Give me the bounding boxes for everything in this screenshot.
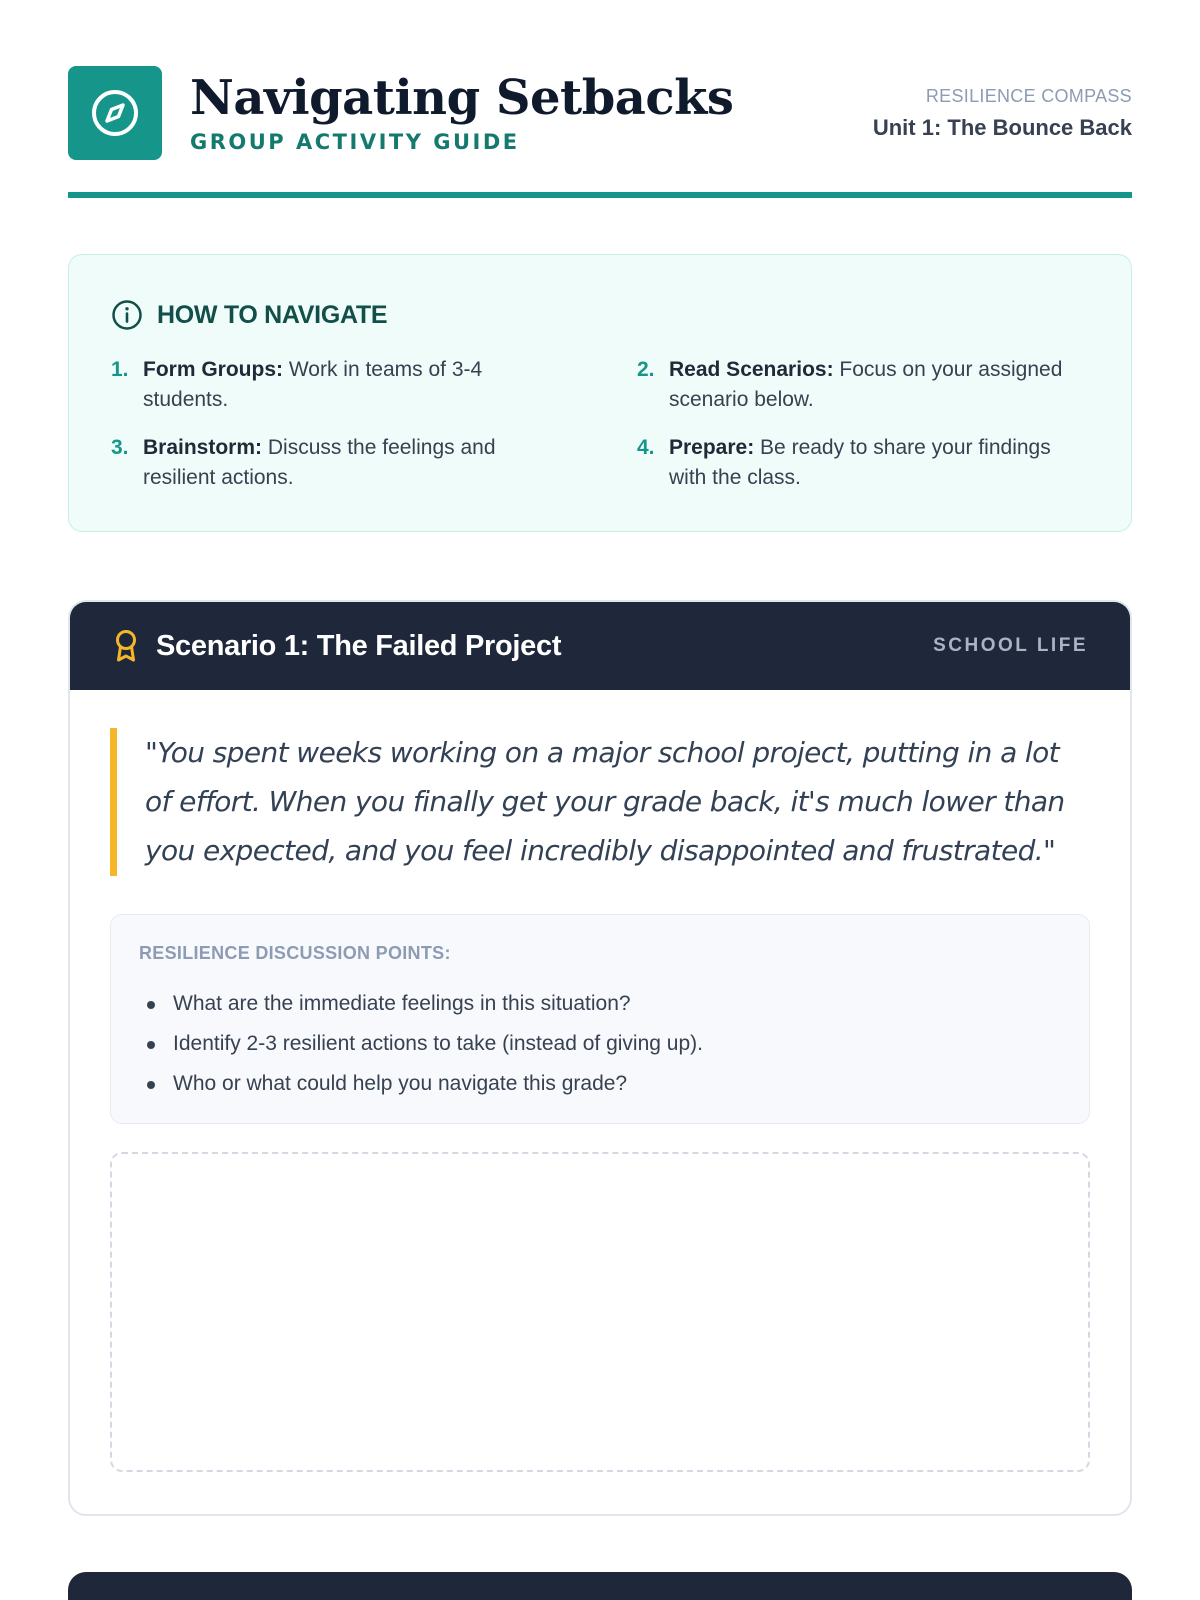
how-to-heading [111, 299, 1089, 331]
scenario-quote: "You spent weeks working on a major school project, putting in a lot of effort. When you finally get your grade back, it's much lower than you expected, and you feel incredibly disappointed and frustrated." [110, 728, 1090, 876]
step-number: 1. [111, 358, 129, 381]
step-number: 4. [637, 436, 655, 459]
compass-icon [89, 87, 141, 139]
step-item [111, 433, 637, 493]
discussion-label: RESILIENCE DISCUSSION POINTS: [139, 943, 451, 963]
how-to-title: HOW TO NAVIGATE [157, 300, 388, 329]
step-text: Focus on your assigned scenario below. [669, 358, 1063, 411]
next-scenario-card [68, 1572, 1132, 1600]
scenario-tag: SCHOOL LIFE [933, 635, 1088, 656]
step-label: Read Scenarios: [669, 358, 834, 381]
step-label: Form Groups: [143, 358, 283, 381]
step-number: 3. [111, 436, 129, 459]
discussion-point: Who or what could help you navigate this grade? [139, 1064, 1061, 1104]
award-icon [114, 629, 138, 663]
step-text: Discuss the feelings and resilient actions. [143, 436, 496, 489]
step-list [111, 355, 1089, 493]
program-name: RESILIENCE COMPASS [925, 86, 1132, 106]
answer-writing-area[interactable] [110, 1152, 1090, 1472]
page-subtitle: GROUP ACTIVITY GUIDE [190, 130, 520, 154]
step-item [111, 355, 637, 415]
discussion-point: Identify 2-3 resilient actions to take (instead of giving up). [139, 1024, 1061, 1064]
page-title: Navigating Setbacks [190, 70, 734, 126]
how-to-navigate-box [68, 254, 1132, 532]
info-icon [111, 299, 143, 331]
page-header [68, 66, 1132, 198]
step-label: Prepare: [669, 436, 755, 459]
unit-name: Unit 1: The Bounce Back [872, 115, 1132, 140]
discussion-list [139, 984, 1061, 1104]
scenario-header [70, 602, 1130, 690]
header-meta [873, 66, 1132, 141]
step-label: Brainstorm: [143, 436, 263, 459]
step-item [637, 355, 1117, 415]
step-number: 2. [637, 358, 655, 381]
step-text: Be ready to share your findings with the class. [669, 436, 1051, 489]
step-item [637, 433, 1117, 493]
brand [68, 66, 733, 160]
discussion-point: What are the immediate feelings in this situation? [139, 984, 1061, 1024]
step-text: Work in teams of 3-4 students. [143, 358, 483, 411]
logo-badge [68, 66, 162, 160]
scenario-body [70, 690, 1130, 1472]
scenario-title: Scenario 1: The Failed Project [156, 629, 562, 662]
scenario-card [68, 600, 1132, 1516]
discussion-box [110, 914, 1090, 1124]
